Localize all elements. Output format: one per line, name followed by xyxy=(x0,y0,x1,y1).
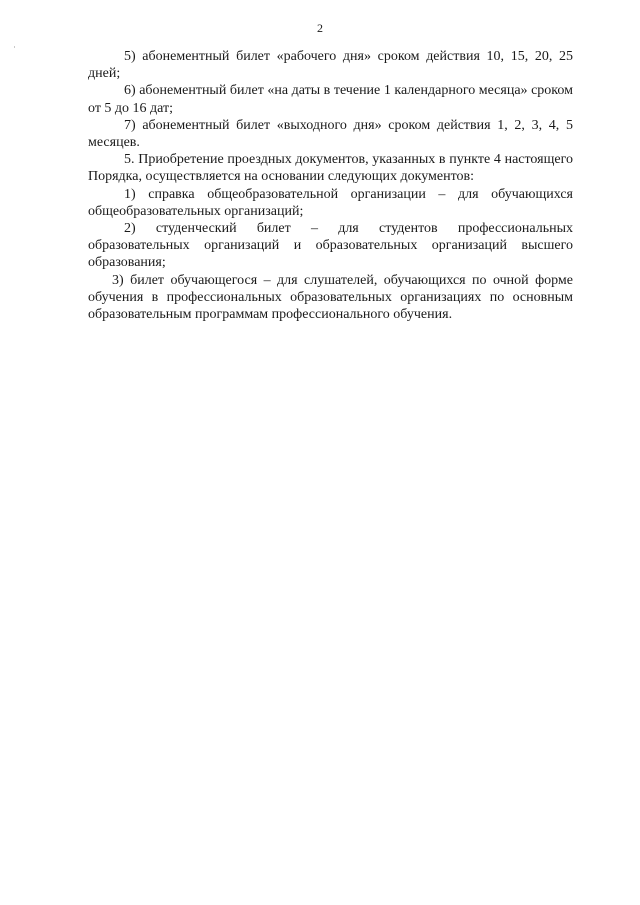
scan-edge-mark xyxy=(14,46,15,48)
clause-5: 5. Приобретение проездных документов, указанных в пункте 4 настоящего Порядка, осуществляется на основании следующих документов: xyxy=(88,152,573,185)
document-item-2: 2) студенческий билет – для студентов профессиональных образовательных организаций и образовательных организаций высшего образования; xyxy=(88,221,573,271)
page-number: 2 xyxy=(317,21,323,35)
document-body xyxy=(88,48,573,323)
list-item-5: 5) абонементный билет «рабочего дня» сроком действия 10, 15, 20, 25 дней; xyxy=(88,49,573,82)
document-item-3: 3) билет обучающегося – для слушателей, обучающихся по очной форме обучения в профессиональных образовательных организациях по основным образовательным программам профессионального обучения. xyxy=(88,272,573,323)
list-item-6: 6) абонементный билет «на даты в течение 1 календарного месяца» сроком от 5 до 16 дат; xyxy=(88,83,573,116)
document-item-1: 1) справка общеобразовательной организации – для обучающихся общеобразовательных организаций; xyxy=(88,186,573,219)
list-item-7: 7) абонементный билет «выходного дня» сроком действия 1, 2, 3, 4, 5 месяцев. xyxy=(88,117,573,151)
